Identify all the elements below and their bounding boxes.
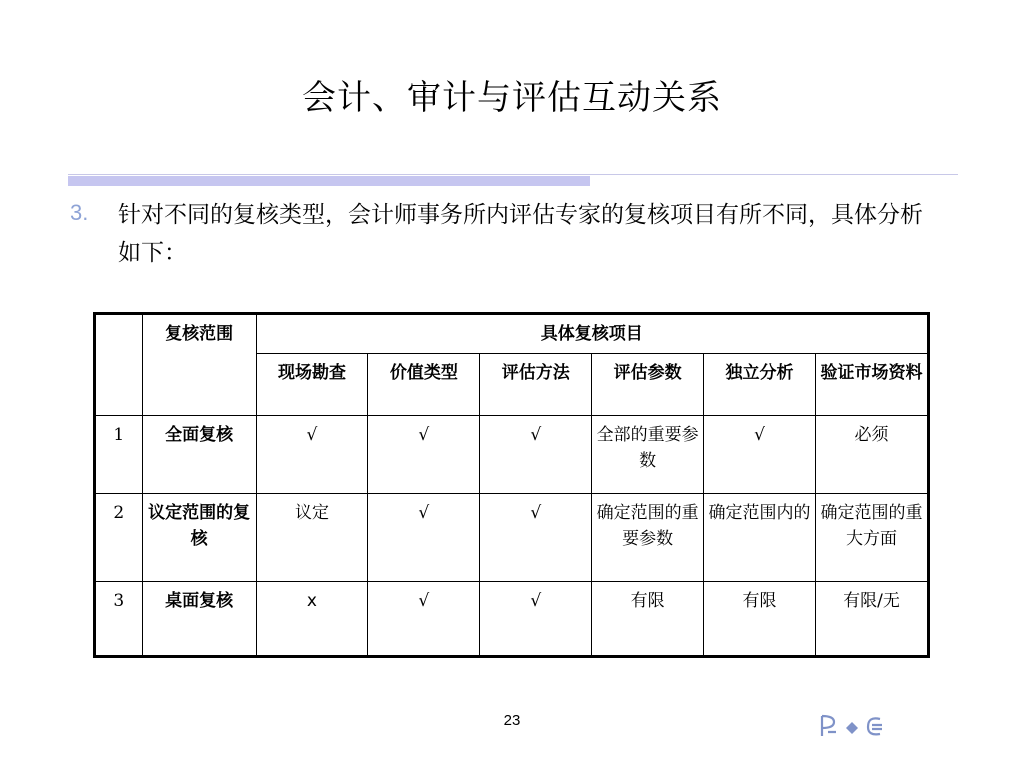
title-accent-bar [68,176,590,186]
table-cell: 必须 [815,416,928,494]
table-row [95,416,929,494]
table-cell: √ [480,494,592,582]
table-cell: x [256,582,368,657]
table-corner-cell [95,314,143,416]
table-cell: 议定 [256,494,368,582]
row-index: 1 [95,416,143,494]
table-cell: 确定范围的重大方面 [815,494,928,582]
table-cell: √ [368,582,480,657]
column-header: 评估参数 [592,354,704,416]
table-cell: 确定范围内的 [704,494,816,582]
row-scope: 议定范围的复核 [142,494,256,582]
slide-navigation [818,714,886,744]
table-cell: √ [256,416,368,494]
bullet-text: 针对不同的复核类型，会计师事务所内评估专家的复核项目有所不同，具体分析如下： [118,202,923,266]
scope-header: 复核范围 [142,314,256,416]
group-header: 具体复核项目 [256,314,928,354]
page-number: 23 [503,712,521,729]
home-diamond-icon[interactable] [842,714,862,744]
table-row [95,582,929,657]
column-header: 现场勘查 [256,354,368,416]
row-index: 2 [95,494,143,582]
column-header: 独立分析 [704,354,816,416]
table-cell: 确定范围的重要参数 [592,494,704,582]
table-cell: √ [368,494,480,582]
row-scope: 全面复核 [142,416,256,494]
title-divider-line [68,174,958,175]
column-header: 验证市场资料 [815,354,928,416]
table-row [95,494,929,582]
table-cell: √ [368,416,480,494]
table-cell: 有限 [592,582,704,657]
next-slide-icon[interactable] [864,714,886,744]
table-cell: 有限 [704,582,816,657]
slide-title: 会计、审计与评估互动关系 [302,78,722,118]
row-index: 3 [95,582,143,657]
table-cell: 有限/无 [815,582,928,657]
column-header: 价值类型 [368,354,480,416]
row-scope: 桌面复核 [142,582,256,657]
review-items-table [93,312,930,658]
table-cell: 全部的重要参数 [592,416,704,494]
column-header: 评估方法 [480,354,592,416]
table-cell: √ [480,582,592,657]
prev-slide-icon[interactable] [818,714,840,744]
bullet-number: 3. [70,200,89,225]
table-cell: √ [480,416,592,494]
table-cell: √ [704,416,816,494]
